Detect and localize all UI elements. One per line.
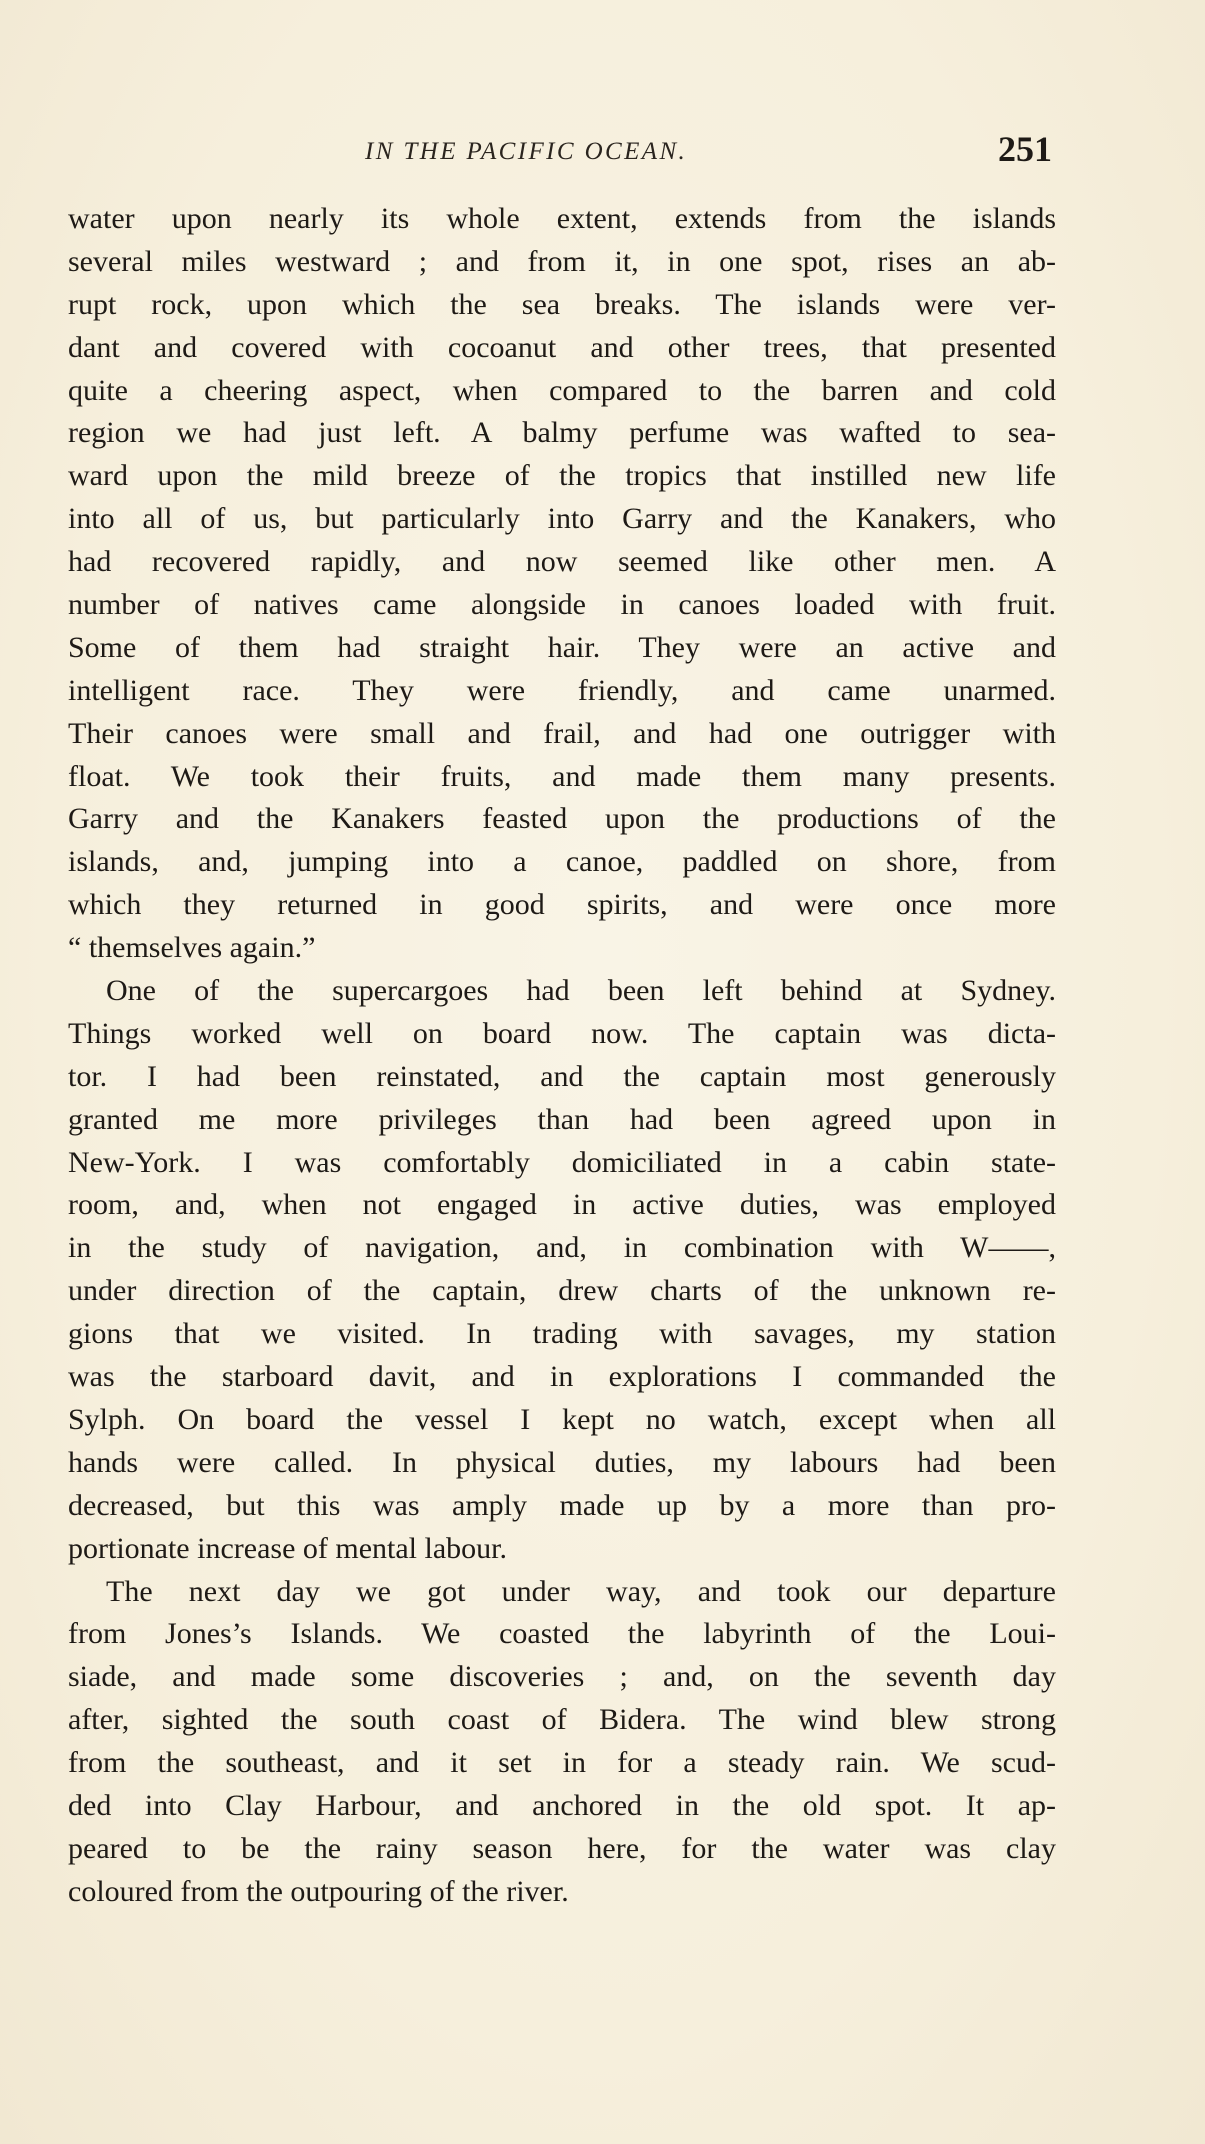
text-line: under direction of the captain, drew charts of the unknown re- [68,1274,1056,1308]
text-line: Garry and the Kanakers feasted upon the productions of the [68,802,1056,836]
text-line: portionate increase of mental labour. [68,1531,507,1565]
text-line: dant and covered with cocoanut and other trees, that presented [68,330,1056,364]
text-line: New-York. I was comfortably domiciliated in a cabin state- [68,1145,1056,1179]
text-line: from Jones’s Islands. We coasted the labyrinth of the Loui- [68,1617,1056,1651]
text-line: room, and, when not engaged in active duties, was employed [68,1188,1056,1222]
text-line: float. We took their fruits, and made them many presents. [68,759,1056,793]
text-line: was the starboard davit, and in explorations I commanded the [68,1360,1056,1394]
paragraph [68,1571,1056,1914]
text-line: hands were called. In physical duties, my labours had been [68,1445,1056,1479]
text-line: after, sighted the south coast of Bidera. The wind blew strong [68,1703,1056,1737]
text-line: The next day we got under way, and took our departure [106,1574,1056,1608]
text-line: Their canoes were small and frail, and had one outrigger with [68,716,1056,750]
text-line: intelligent race. They were friendly, and came unarmed. [68,673,1056,707]
text-line: number of natives came alongside in canoes loaded with fruit. [68,588,1056,622]
text-line: ded into Clay Harbour, and anchored in the old spot. It ap- [68,1788,1056,1822]
text-line: had recovered rapidly, and now seemed like other men. A [68,545,1056,579]
text-line: rupt rock, upon which the sea breaks. The islands were ver- [68,287,1056,321]
text-line: gions that we visited. In trading with savages, my station [68,1317,1056,1351]
page-number: 251 [998,129,1052,169]
text-line: peared to be the rainy season here, for the water was clay [68,1831,1056,1865]
paragraph [68,970,1056,1570]
text-line: several miles westward ; and from it, in one spot, rises an ab- [68,244,1056,278]
text-line: coloured from the outpouring of the river. [68,1874,569,1908]
running-head: IN THE PACIFIC OCEAN. [365,138,688,165]
body-text [68,198,1056,1914]
text-line: granted me more privileges than had been agreed upon in [68,1102,1056,1136]
text-line: into all of us, but particularly into Garry and the Kanakers, who [68,502,1056,536]
text-line: region we had just left. A balmy perfume was wafted to sea- [68,416,1056,450]
text-line: Some of them had straight hair. They were an active and [68,630,1056,664]
text-line: ward upon the mild breeze of the tropics that instilled new life [68,459,1056,493]
text-line: Things worked well on board now. The captain was dicta- [68,1016,1056,1050]
text-line: Sylph. On board the vessel I kept no watch, except when all [68,1402,1056,1436]
text-line: which they returned in good spirits, and were once more [68,888,1056,922]
text-line: siade, and made some discoveries ; and, on the seventh day [68,1660,1056,1694]
text-line: One of the supercargoes had been left behind at Sydney. [106,974,1056,1008]
text-line: “ themselves again.” [68,931,316,965]
text-line: in the study of navigation, and, in combination with W——, [68,1231,1056,1265]
text-line: islands, and, jumping into a canoe, paddled on shore, from [68,845,1056,879]
page-header [68,128,1056,178]
text-line: from the southeast, and it set in for a steady rain. We scud- [68,1746,1056,1780]
text-line: tor. I had been reinstated, and the captain most generously [68,1059,1056,1093]
text-line: decreased, but this was amply made up by a more than pro- [68,1488,1056,1522]
text-line: water upon nearly its whole extent, extends from the islands [68,202,1056,235]
paragraph [68,198,1056,970]
text-line: quite a cheering aspect, when compared to the barren and cold [68,373,1056,407]
